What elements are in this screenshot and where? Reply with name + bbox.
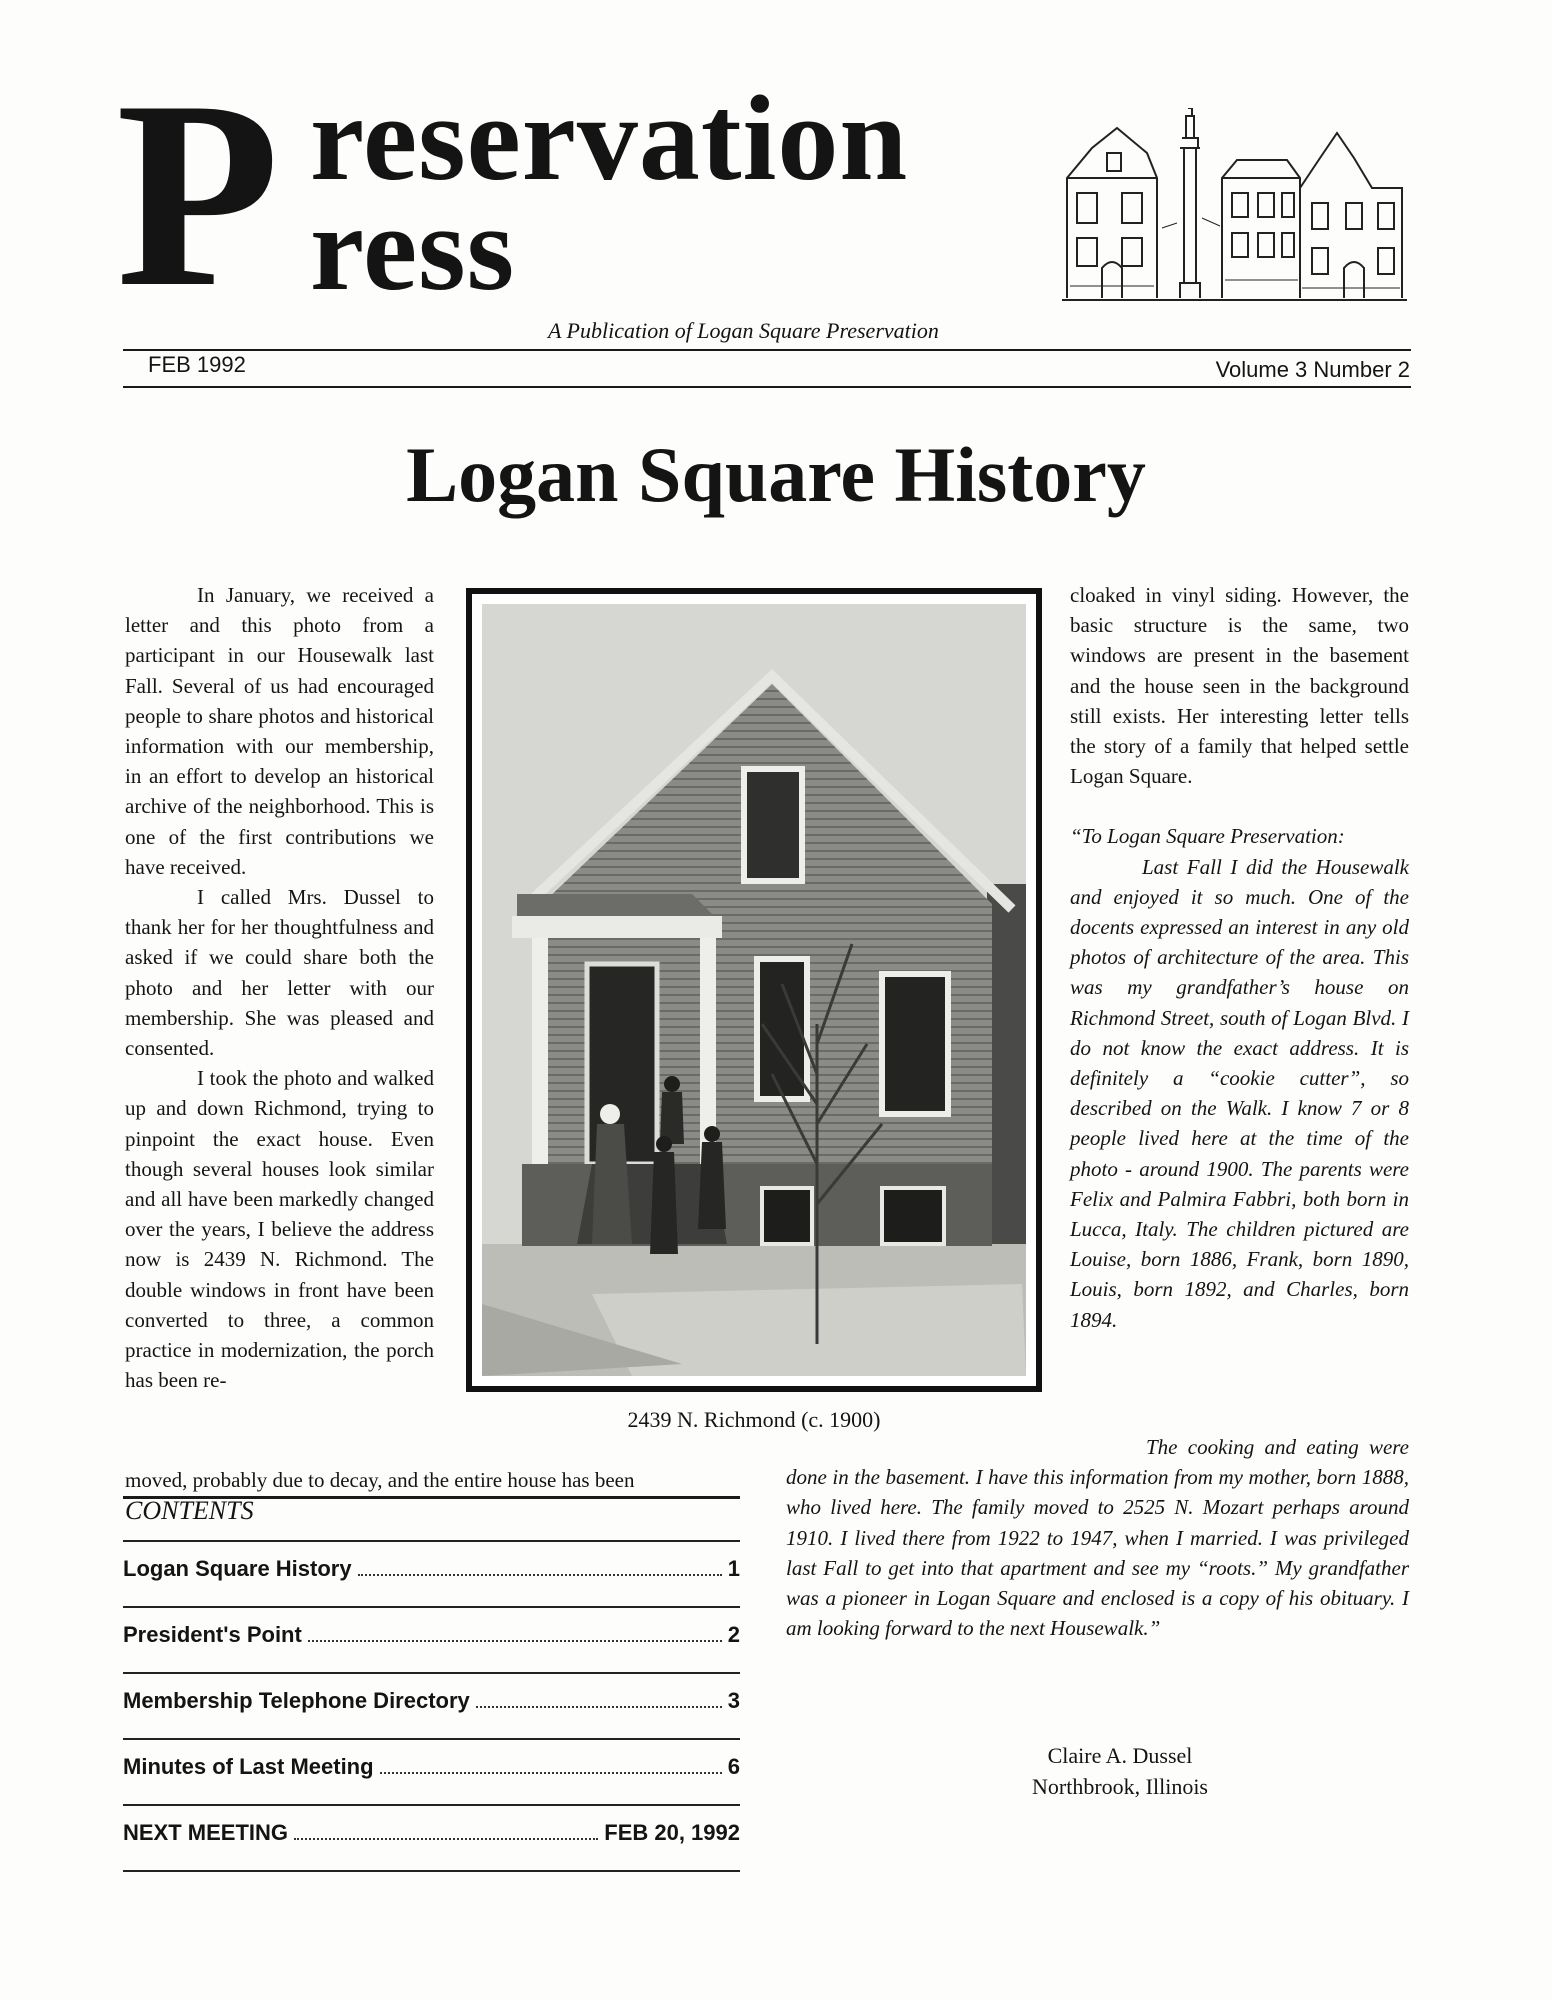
next-meeting-label: NEXT MEETING: [123, 1820, 289, 1845]
photo-caption: 2439 N. Richmond (c. 1900): [627, 1407, 881, 1432]
letter-salutation: “To Logan Square Preservation:: [1070, 824, 1345, 849]
signature-place: Northbrook, Illinois: [1032, 1774, 1208, 1799]
contents-box: [123, 1490, 740, 1872]
contents-title: CONTENTS: [125, 1496, 254, 1525]
contents-item-page: 3: [727, 1688, 740, 1713]
issue-date: FEB 1992: [148, 352, 246, 377]
contents-item-label: President's Point: [123, 1622, 302, 1647]
masthead-title-line2: ress: [310, 181, 516, 316]
article-paragraph: cloaked in vinyl siding. However, the basic structure is the same, two windows are present in the basement and the house seen in the background still exists. Her interesting letter tells the story of a family that helped settle Logan Square.: [1070, 583, 1409, 789]
masthead-bottom-rule: [123, 386, 1411, 388]
contents-item-label: Membership Telephone Directory: [123, 1688, 470, 1713]
masthead-subtitle: A Publication of Logan Square Preservation: [548, 318, 939, 343]
dot-leader: [476, 1706, 722, 1708]
page-headline: Logan Square History: [406, 431, 1146, 518]
letter-signature: [950, 1740, 1290, 1802]
historic-house-photo-icon: [482, 604, 1026, 1376]
contents-item-page: 1: [727, 1556, 740, 1581]
contents-item-label: Minutes of Last Meeting: [123, 1754, 374, 1779]
article-paragraph: In January, we received a letter and this photo from a participant in our Housewalk last Fall. Several of us had encouraged people to share photos and historical information with our membership, in an effort to develop an historical archive of the neighborhood. This is one of the first contributions we have received.: [125, 583, 434, 879]
issue-volume: Volume 3 Number 2: [1215, 357, 1410, 382]
signature-name: Claire A. Dussel: [1047, 1743, 1193, 1768]
contents-item[interactable]: [123, 1672, 740, 1738]
left-column: [125, 580, 434, 1395]
letter-paragraph: Last Fall I did the Housewalk and enjoyed it so much. One of the docents expressed an interest in any old photos of architecture of the area. This was my grandfather’s house on Richmond Street, south of Logan Blvd. I do not know the exact address. It is definitely a “cookie cutter”, so described on the Walk. I know 7 or 8 people lived here at the time of the photo - around 1900. The parents were Felix and Palmira Fabbri, both born in Lucca, Italy. The children pictured are Louise, born 1886, Frank, born 1890, Louis, born 1892, and Charles, born 1894.: [1070, 854, 1409, 1332]
victorian-buildings-illustration-icon: [1062, 108, 1407, 304]
contents-bottom-rule: [123, 1870, 740, 1872]
contents-item[interactable]: [123, 1540, 740, 1606]
contents-item[interactable]: [123, 1738, 740, 1804]
next-meeting-date: FEB 20, 1992: [604, 1820, 740, 1845]
letter-paragraph-continued: The cooking and eating were done in the basement. I have this information from my mother, born 1888, who lived here. The family moved to 2525 N. Mozart perhaps around 1910. I lived there from 1922 to 1947, when I married. I was privileged last Fall to get into that apartment and see my “roots.” My grandfather was a pioneer in Logan Square and enclosed is a copy of his obituary. I am looking forward to the next Housewalk.”: [786, 1435, 1409, 1641]
contents-item-label: Logan Square History: [123, 1556, 352, 1581]
dot-leader: [358, 1574, 722, 1576]
contents-item-page: 6: [727, 1754, 740, 1779]
contents-item-page: 2: [727, 1622, 740, 1647]
article-paragraph: I called Mrs. Dussel to thank her for her thoughtfulness and asked if we could share both the photo and her letter with our membership. She was pleased and consented.: [125, 885, 434, 1061]
article-paragraph: I took the photo and walked up and down Richmond, trying to pinpoint the exact house. Even though several houses look similar and all have been markedly changed over the years, I believe the address now is 2439 N. Richmond. The double windows in front have been converted to three, a common practice in modernization, the porch has been re-: [125, 1066, 434, 1393]
dot-leader: [294, 1838, 598, 1840]
dot-leader: [380, 1772, 722, 1774]
dot-leader: [308, 1640, 722, 1642]
house-photo-frame: [466, 588, 1042, 1392]
masthead-initial: P: [116, 45, 276, 342]
contents-item[interactable]: [123, 1606, 740, 1672]
masthead-top-rule: [123, 349, 1411, 351]
masthead-title-line1: reservation: [310, 71, 909, 206]
right-column: [1070, 580, 1409, 1335]
next-meeting-row: [123, 1804, 740, 1870]
spanning-line: moved, probably due to decay, and the entire house has been: [125, 1468, 635, 1492]
